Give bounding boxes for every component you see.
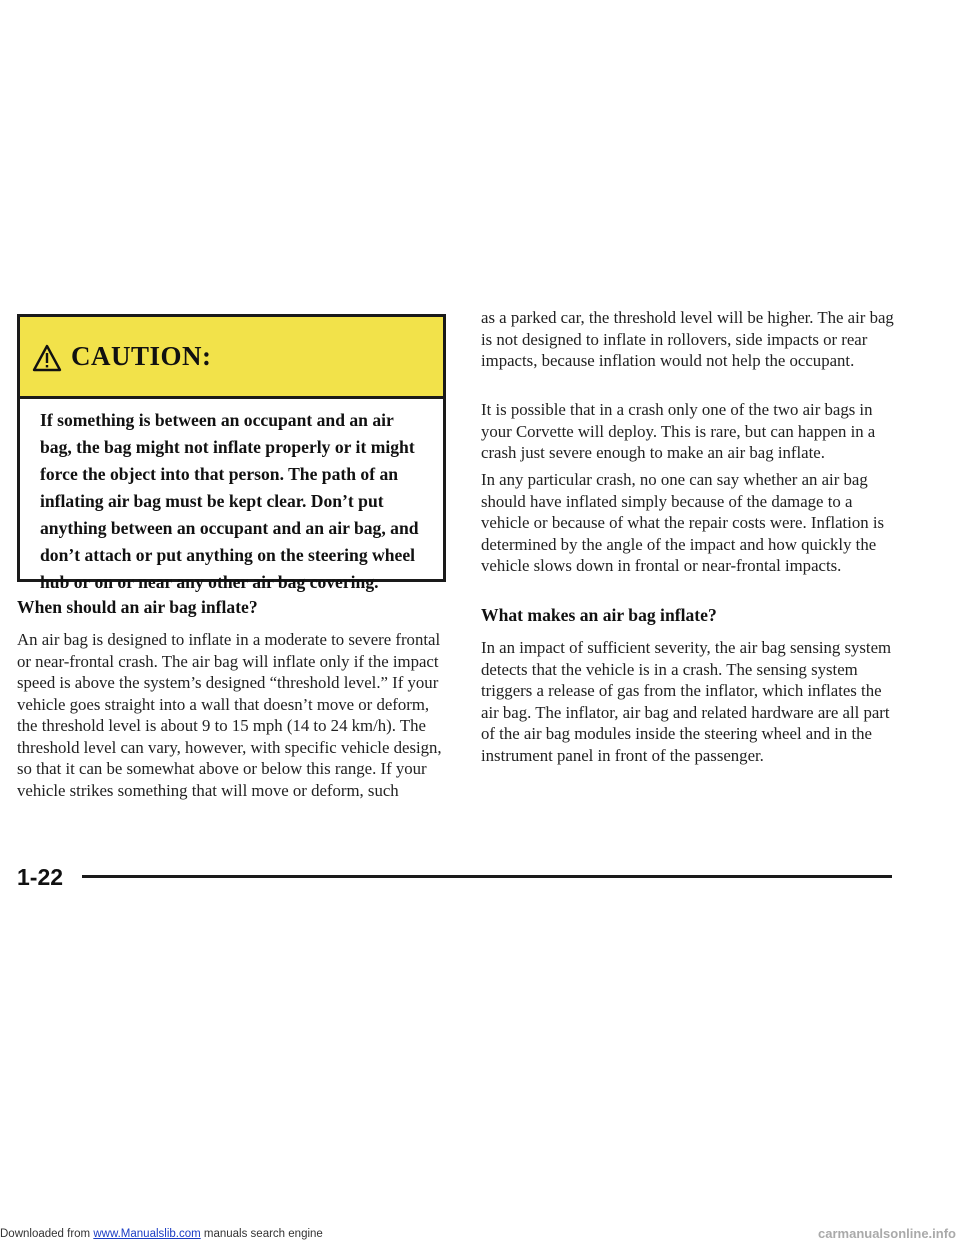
source-suffix: manuals search engine — [200, 1228, 323, 1240]
threshold-paragraph: as a parked car, the threshold level will be higher. The air bag is not designed to inflate in rollovers, side impacts or rear impacts, because inflation would not help the occupant. — [481, 308, 894, 370]
caution-header — [20, 317, 443, 399]
when-inflate-heading: When should an air bag inflate? — [17, 597, 258, 617]
when-inflate-paragraph: An air bag is designed to inflate in a moderate to severe frontal or near-frontal crash. The air bag will inflate only if the impact speed is above the system’s designed “threshold level.” If your vehicle goes straight into a wall that doesn’t move or deform, the threshold level is about 9 to 15 mph (14 to 24 km/h). The threshold level can vary, however, with specific vehicle design, so that it can be somewhat above or below this range. If your vehicle strikes something that will move or deform, such — [17, 630, 442, 800]
caution-text: If something is between an occupant and an air bag, the bag might not inflate properly or it might force the object into that person. The path of an inflating air bag must be kept clear. Don’t put anything between an occupant and an air bag, and don’t attach or put anything on the steering wheel hub or on or near any other air bag covering. — [40, 410, 419, 592]
warning-triangle-icon — [32, 344, 62, 372]
watermark-text: carmanualsonline.info — [818, 1226, 956, 1241]
footer-rule — [82, 875, 892, 878]
source-banner — [0, 1228, 323, 1240]
source-prefix: Downloaded from — [0, 1228, 94, 1240]
page-number: 1-22 — [17, 864, 64, 890]
source-link[interactable]: www.Manualslib.com — [93, 1228, 201, 1240]
caution-title: CAUTION: — [71, 341, 212, 371]
caution-box — [17, 314, 446, 592]
what-makes-heading: What makes an air bag inflate? — [481, 605, 717, 625]
what-makes-paragraph: In an impact of sufficient severity, the air bag sensing system detects that the vehicle is in a crash. The sensing system triggers a release of gas from the inflator, which inflates the air bag. The inflator, air bag and related hardware are all part of the air bag modules inside the steering wheel and in the instrument panel in front of the passenger. — [481, 638, 892, 765]
damage-paragraph: In any particular crash, no one can say whether an air bag should have inflated simply because of the damage to a vehicle or because of what the repair costs were. Inflation is determined by the angle of the impact and how quickly the vehicle slows down in frontal or near-frontal impacts. — [481, 470, 885, 575]
corvette-paragraph: It is possible that in a crash only one of the two air bags in your Corvette will deploy. This is rare, but can happen in a crash just severe enough to make an air bag inflate. — [481, 400, 876, 462]
